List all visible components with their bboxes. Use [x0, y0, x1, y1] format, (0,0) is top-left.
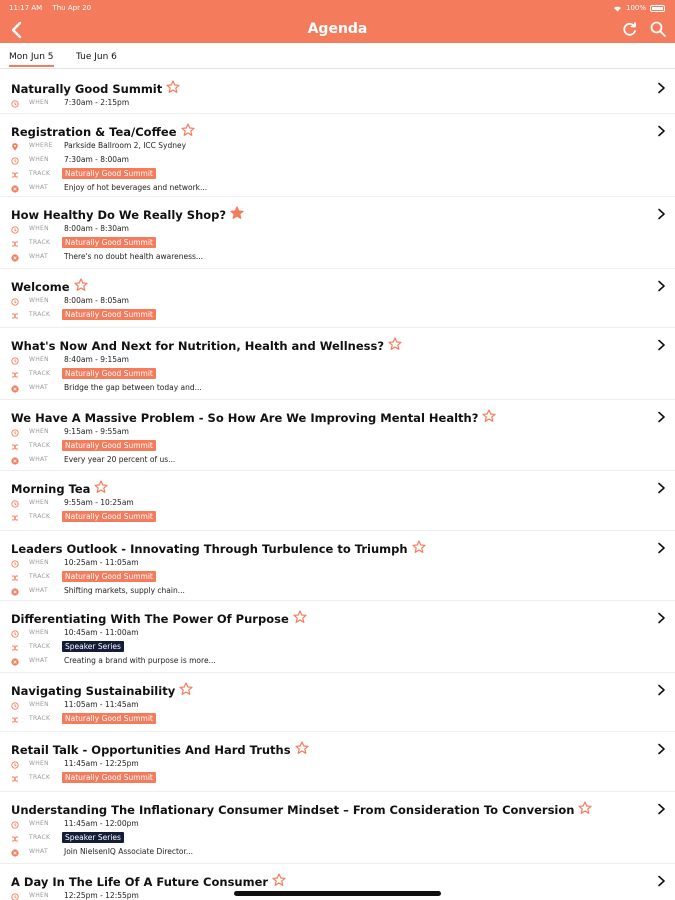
session-when-value: 10:25am - 11:05am	[64, 557, 139, 567]
session-item[interactable]	[0, 114, 675, 197]
refresh-icon[interactable]	[621, 20, 639, 38]
session-where-value: Parkside Ballroom 2, ICC Sydney	[64, 140, 187, 150]
home-indicator	[234, 891, 441, 896]
battery-icon	[650, 5, 665, 12]
session-when-value: 9:55am - 10:25am	[64, 497, 134, 507]
wifi-icon	[613, 5, 622, 12]
session-title-text: Differentiating With The Power Of Purpose	[11, 611, 289, 626]
session-when-value: 12:25pm - 12:55pm	[64, 890, 139, 900]
star-outline-icon[interactable]	[94, 480, 108, 497]
track-badge: Speaker Series	[62, 641, 124, 652]
session-what-row	[11, 845, 194, 857]
session-when-value: 10:45am - 11:00am	[64, 627, 139, 637]
chevron-right-icon[interactable]	[657, 612, 666, 624]
session-what-label: WHAT	[29, 183, 48, 191]
star-outline-icon[interactable]	[179, 682, 193, 699]
session-title-text: Understanding The Inflationary Consumer Mindset – From Consideration To Conversion	[11, 802, 575, 817]
session-when-value: 11:45am - 12:00pm	[64, 818, 139, 828]
tab-tue-jun-6[interactable]: Tue Jun 6	[76, 52, 117, 62]
session-what-value: Bridge the gap between today and...	[64, 382, 202, 392]
session-track-row	[11, 510, 153, 522]
session-track-label: TRACK	[29, 833, 51, 841]
session-when-value: 11:45am - 12:25pm	[64, 758, 139, 768]
session-what-label: WHAT	[29, 252, 48, 260]
chevron-right-icon[interactable]	[657, 542, 666, 554]
session-track-row	[11, 771, 153, 783]
session-title-text: Navigating Sustainability	[11, 683, 176, 698]
session-title	[11, 610, 307, 627]
session-title	[11, 337, 402, 354]
chevron-right-icon[interactable]	[657, 208, 666, 220]
session-when-label: WHEN	[29, 296, 49, 304]
session-when-label: WHEN	[29, 759, 49, 767]
battery-percent: 100%	[625, 4, 646, 12]
session-what-label: WHAT	[29, 383, 48, 391]
info-icon	[11, 247, 19, 266]
track-badge: Speaker Series	[62, 832, 124, 843]
star-outline-icon[interactable]	[293, 610, 307, 627]
star-outline-icon[interactable]	[482, 409, 496, 426]
star-outline-icon[interactable]	[272, 873, 286, 890]
star-outline-icon[interactable]	[578, 801, 592, 818]
session-item[interactable]	[0, 601, 675, 673]
session-what-value: Every year 20 percent of us...	[64, 454, 176, 464]
session-what-label: WHAT	[29, 656, 48, 664]
session-title	[11, 873, 286, 890]
session-title	[11, 801, 592, 818]
session-item[interactable]	[0, 197, 675, 269]
status-bar	[9, 3, 665, 13]
session-when-label: WHEN	[29, 700, 49, 708]
session-title-text: Naturally Good Summit	[11, 81, 163, 96]
track-badge: Naturally Good Summit	[62, 772, 156, 783]
info-icon	[11, 378, 19, 397]
app-header	[0, 0, 675, 43]
session-item[interactable]	[0, 269, 675, 328]
session-when-label: WHEN	[29, 819, 49, 827]
session-item[interactable]	[0, 471, 675, 531]
session-track-label: TRACK	[29, 512, 51, 520]
session-what-value: Enjoy of hot beverages and network...	[64, 182, 208, 192]
session-track-label: TRACK	[29, 642, 51, 650]
session-what-row	[11, 584, 185, 596]
session-what-value: Creating a brand with purpose is more...	[64, 655, 216, 665]
session-where-label: WHERE	[29, 141, 53, 149]
track-badge: Naturally Good Summit	[62, 571, 156, 582]
chevron-right-icon[interactable]	[657, 411, 666, 423]
chevron-right-icon[interactable]	[657, 743, 666, 755]
chevron-right-icon[interactable]	[657, 125, 666, 137]
session-what-value: Shifting markets, supply chain...	[64, 585, 185, 595]
search-icon[interactable]	[649, 20, 667, 38]
tab-mon-jun-5[interactable]: Mon Jun 5	[9, 52, 54, 67]
session-item[interactable]	[0, 792, 675, 864]
session-when-label: WHEN	[29, 891, 49, 899]
chevron-right-icon[interactable]	[657, 482, 666, 494]
info-icon	[11, 450, 19, 469]
session-title-text: What's Now And Next for Nutrition, Health and Wellness?	[11, 338, 385, 353]
info-icon	[11, 178, 19, 197]
star-outline-icon[interactable]	[181, 123, 195, 140]
star-outline-icon[interactable]	[295, 741, 309, 758]
shuffle-icon	[11, 709, 19, 728]
session-item[interactable]	[0, 400, 675, 471]
session-when-value: 9:15am - 9:55am	[64, 426, 129, 436]
chevron-right-icon[interactable]	[657, 280, 666, 292]
session-track-row	[11, 712, 153, 724]
session-title	[11, 540, 426, 557]
session-title-text: How Healthy Do We Really Shop?	[11, 207, 227, 222]
session-item[interactable]	[0, 673, 675, 732]
session-what-value: Join NielsenIQ Associate Director...	[64, 846, 194, 856]
track-badge: Naturally Good Summit	[62, 440, 156, 451]
info-icon	[11, 651, 19, 670]
session-title-text: Leaders Outlook - Innovating Through Turbulence to Triumph	[11, 541, 408, 556]
session-when-label: WHEN	[29, 224, 49, 232]
session-title-text: A Day In The Life Of A Future Consumer	[11, 874, 269, 889]
track-badge: Naturally Good Summit	[62, 168, 156, 179]
session-title-text: Retail Talk - Opportunities And Hard Truths	[11, 742, 291, 757]
clock-icon	[11, 93, 19, 112]
shuffle-icon	[11, 507, 19, 526]
track-badge: Naturally Good Summit	[62, 713, 156, 724]
clock-icon	[11, 886, 19, 900]
session-when-value: 7:30am - 8:00am	[64, 154, 129, 164]
session-item[interactable]	[0, 71, 675, 114]
session-track-label: TRACK	[29, 714, 51, 722]
session-when-label: WHEN	[29, 427, 49, 435]
star-outline-icon[interactable]	[388, 337, 402, 354]
session-track-label: TRACK	[29, 441, 51, 449]
session-when-value: 8:00am - 8:30am	[64, 223, 129, 233]
session-what-row	[11, 181, 208, 193]
track-badge: Naturally Good Summit	[62, 237, 156, 248]
session-title-text: Morning Tea	[11, 481, 91, 496]
chevron-right-icon[interactable]	[657, 339, 666, 351]
session-track-label: TRACK	[29, 773, 51, 781]
shuffle-icon	[11, 305, 19, 324]
session-track-label: TRACK	[29, 572, 51, 580]
session-when-value: 8:00am - 8:05am	[64, 295, 129, 305]
session-track-label: TRACK	[29, 310, 51, 318]
session-track-label: TRACK	[29, 238, 51, 246]
star-filled-icon[interactable]	[230, 206, 244, 223]
session-when-value: 8:40am - 9:15am	[64, 354, 129, 364]
session-when-value: 7:30am - 2:15pm	[64, 97, 130, 107]
star-outline-icon[interactable]	[412, 540, 426, 557]
session-track-label: TRACK	[29, 169, 51, 177]
track-badge: Naturally Good Summit	[62, 368, 156, 379]
track-badge: Naturally Good Summit	[62, 511, 156, 522]
session-what-label: WHAT	[29, 847, 48, 855]
session-what-row	[11, 453, 176, 465]
session-when-label: WHEN	[29, 498, 49, 506]
session-item[interactable]	[0, 531, 675, 601]
session-when-label: WHEN	[29, 155, 49, 163]
status-date: Thu Apr 20	[52, 4, 92, 12]
info-icon	[11, 842, 19, 861]
session-title	[11, 480, 108, 497]
day-tabs	[0, 43, 675, 69]
session-what-row	[11, 654, 216, 666]
session-what-label: WHAT	[29, 586, 48, 594]
session-what-value: There's no doubt health awareness...	[64, 251, 204, 261]
chevron-right-icon[interactable]	[657, 82, 666, 94]
session-what-row	[11, 250, 204, 262]
session-title	[11, 80, 180, 97]
session-when-value: 11:05am - 11:45am	[64, 699, 139, 709]
session-when-label: WHEN	[29, 355, 49, 363]
session-track-row	[11, 308, 153, 320]
page-title: Agenda	[307, 21, 368, 37]
session-what-row	[11, 381, 202, 393]
session-title-text: Registration & Tea/Coffee	[11, 124, 177, 139]
session-title	[11, 206, 244, 223]
chevron-right-icon[interactable]	[657, 684, 666, 696]
session-title	[11, 123, 195, 140]
star-outline-icon[interactable]	[74, 278, 88, 295]
session-title-text: Welcome	[11, 279, 70, 294]
session-title-text: We Have A Massive Problem - So How Are We Improving Mental Health?	[11, 410, 479, 425]
session-when-label: WHEN	[29, 558, 49, 566]
session-item[interactable]	[0, 732, 675, 792]
session-when-label: WHEN	[29, 628, 49, 636]
session-when-row	[11, 889, 139, 900]
session-title	[11, 741, 309, 758]
chevron-right-icon[interactable]	[657, 875, 666, 887]
session-what-label: WHAT	[29, 455, 48, 463]
session-title	[11, 682, 193, 699]
session-when-row	[11, 96, 130, 108]
session-track-label: TRACK	[29, 369, 51, 377]
star-outline-icon[interactable]	[166, 80, 180, 97]
session-title	[11, 278, 88, 295]
session-when-label: WHEN	[29, 98, 49, 106]
info-icon	[11, 581, 19, 600]
shuffle-icon	[11, 768, 19, 787]
session-title	[11, 409, 496, 426]
status-time: 11:17 AM	[9, 4, 43, 12]
session-item[interactable]	[0, 328, 675, 400]
chevron-right-icon[interactable]	[657, 803, 666, 815]
track-badge: Naturally Good Summit	[62, 309, 156, 320]
